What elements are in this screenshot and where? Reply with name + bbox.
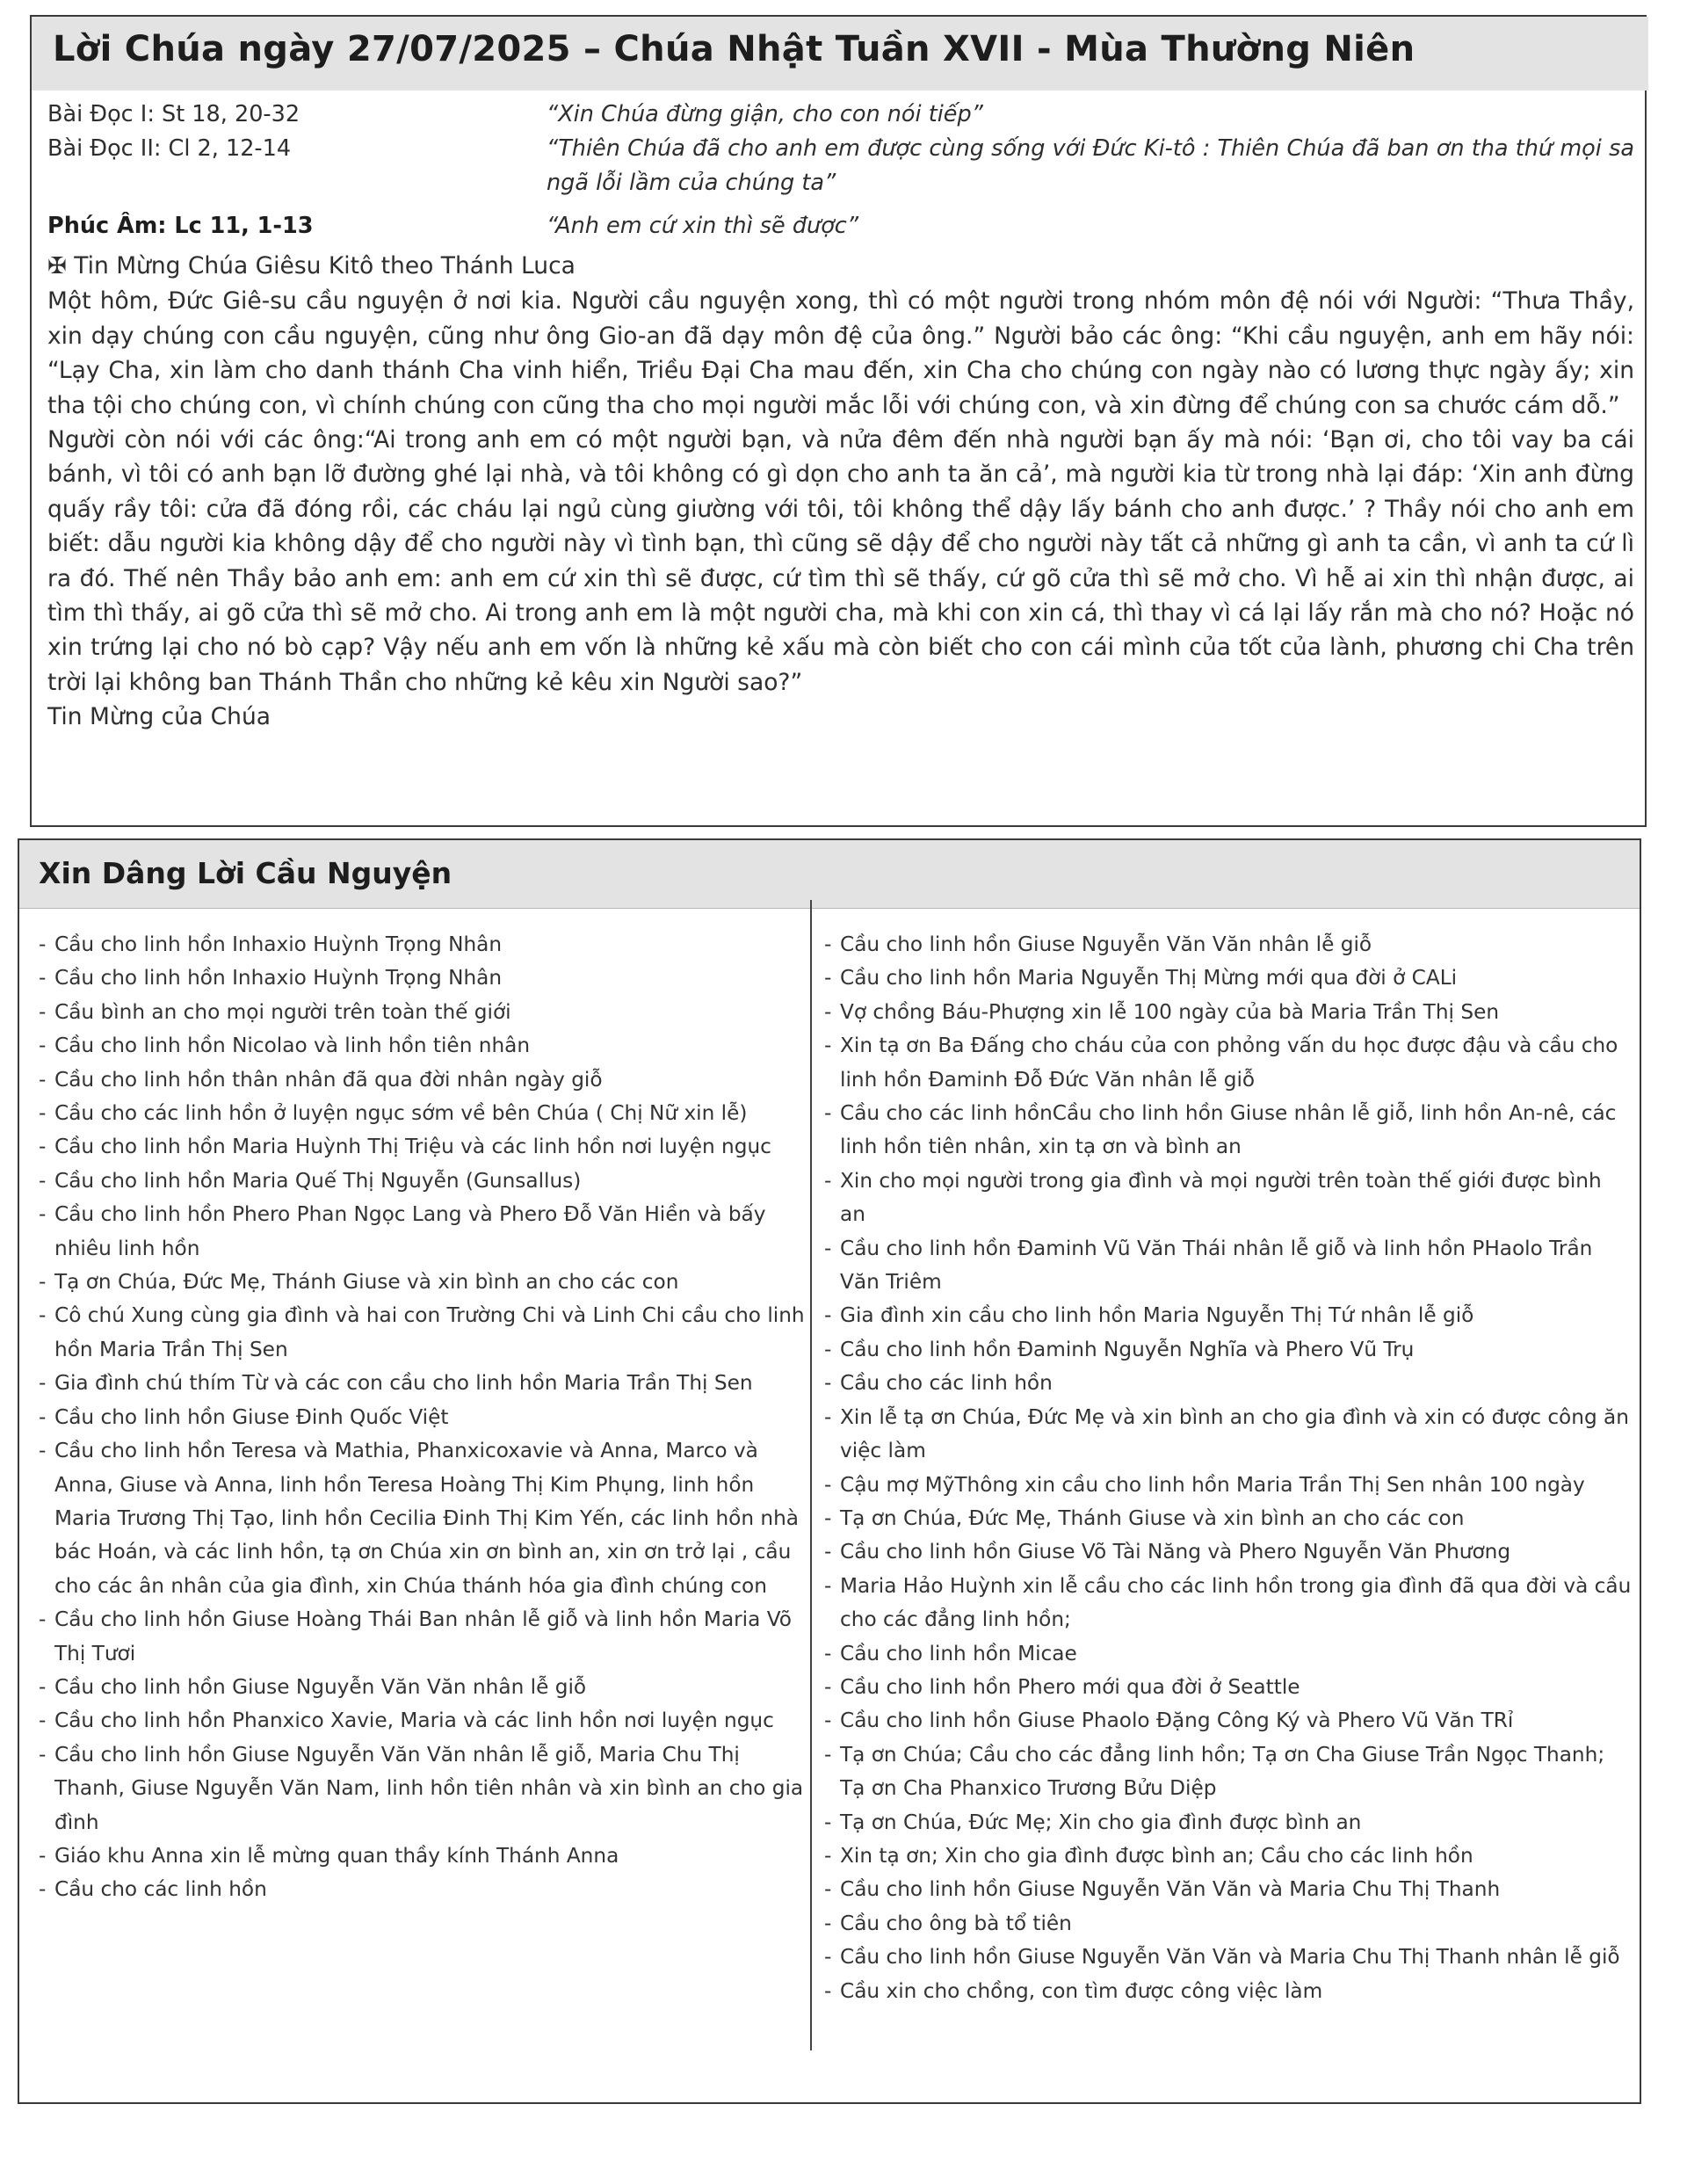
bullet-dash: - xyxy=(39,1202,47,1227)
bullet-dash: - xyxy=(39,966,47,990)
prayer-list-right xyxy=(824,928,1633,2008)
prayer-item xyxy=(824,1570,1633,1637)
prayer-text: Cầu cho các linh hồn xyxy=(840,1371,1053,1396)
prayer-text: Cầu cho linh hồn Giuse Hoàng Thái Ban nhân lễ giỗ và linh hồn Maria Võ Thị Tươi xyxy=(54,1607,792,1665)
reading-1-quote: “Xin Chúa đừng giận, cho con nói tiếp” xyxy=(547,101,983,127)
prayer-text: Maria Hảo Huỳnh xin lễ cầu cho các linh hồn trong gia đình đã qua đời và cầu cho các đẳng linh hồn; xyxy=(840,1573,1632,1632)
prayer-text: Cầu cho linh hồn Phero mới qua đời ở Seattle xyxy=(840,1674,1300,1699)
bullet-dash: - xyxy=(824,1337,832,1361)
prayer-item xyxy=(39,1097,812,1130)
prayers-right-column xyxy=(824,928,1633,2008)
gospel-paragraph-2: Người còn nói với các ông:“Ai trong anh em có một người bạn, và nửa đêm đến nhà người bạn ấy mà nói: ‘Bạn ơi, cho tôi vay ba cái bánh, vì tôi có anh bạn lỡ đường ghé lại nhà, và tôi không có gì dọn cho anh ta ăn cả’, mà người kia từ trong nhà lại đáp: ‘Xin anh đừng quấy rầy tôi: cửa đã đóng rồi, các cháu lại ngủ cùng giường với tôi, tôi không thể dậy lấy bánh cho anh được.’ ? Thầy nói cho anh em biết: dẫu người kia không dậy để cho người này vì tình bạn, thì cũng sẽ dậy để cho người này tất cả những gì anh ta cần, vì anh ta cứ lì ra đó. Thế nên Thầy bảo anh em: anh em cứ xin thì sẽ được, cứ tìm thì sẽ thấy, cứ gõ cửa thì sẽ mở cho. Vì hễ ai xin thì nhận được, ai tìm thì thấy, ai gõ cửa thì sẽ mở cho. Ai trong anh em là một người cha, mà khi con xin cá, thì thay vì cá lại lấy rắn mà cho nó? Hoặc nó xin trứng lại cho nó bò cạp? Vậy nếu anh em vốn là những kẻ xấu mà còn biết cho con cái mình của tốt của lành, phương chi Cha trên trời lại không ban Thánh Thần cho những kẻ kêu xin Người sao?” xyxy=(47,426,1634,696)
prayer-text: Gia đình xin cầu cho linh hồn Maria Nguyễn Thị Tứ nhân lễ giỗ xyxy=(840,1303,1474,1328)
prayer-item xyxy=(39,1130,812,1164)
prayer-item xyxy=(39,1738,812,1839)
prayer-text: Cầu cho linh hồn Phero Phan Ngọc Lang và Phero Đỗ Văn Hiền và bấy nhiêu linh hồn xyxy=(54,1202,766,1260)
prayer-item xyxy=(824,1232,1633,1300)
bullet-dash: - xyxy=(39,1742,47,1767)
prayer-item xyxy=(824,1806,1633,1839)
bullet-dash: - xyxy=(39,1607,47,1632)
bullet-dash: - xyxy=(824,1877,832,1902)
prayer-text: Cầu cho các linh hồn ở luyện ngục sớm về bên Chúa ( Chị Nữ xin lễ) xyxy=(54,1101,748,1126)
prayer-text: Cầu cho linh hồn Maria Huỳnh Thị Triệu và các linh hồn nơi luyện ngục xyxy=(54,1135,771,1159)
prayer-item xyxy=(824,1738,1633,1806)
prayer-text: Cầu cho linh hồn Giuse Nguyễn Văn Văn và Maria Chu Thị Thanh nhân lễ giỗ xyxy=(840,1945,1620,1970)
prayer-item xyxy=(39,1839,812,1873)
cross-icon: ✠ xyxy=(47,253,67,279)
prayer-text: Cô chú Xung cùng gia đình và hai con Trường Chi và Linh Chi cầu cho linh hồn Maria Trần Thị Sen xyxy=(54,1303,805,1361)
prayer-item xyxy=(824,1097,1633,1165)
prayer-item xyxy=(39,961,812,995)
bullet-dash: - xyxy=(824,1742,832,1767)
prayer-item xyxy=(39,1029,812,1063)
prayer-item xyxy=(39,1063,812,1097)
bullet-dash: - xyxy=(824,1101,832,1126)
bullet-dash: - xyxy=(39,1270,47,1295)
bullet-dash: - xyxy=(824,1540,832,1564)
bullet-dash: - xyxy=(824,1674,832,1699)
prayer-text: Cầu cho các linh hồnCầu cho linh hồn Giuse nhân lễ giỗ, linh hồn An-nê, các linh hồn tiên nhân, xin tạ ơn và bình an xyxy=(840,1101,1617,1159)
prayer-item xyxy=(39,1401,812,1434)
prayer-item xyxy=(824,1839,1633,1873)
reading-1-ref: Bài Đọc I: St 18, 20-32 xyxy=(47,101,300,127)
bullet-dash: - xyxy=(39,1674,47,1699)
prayer-text: Cầu xin cho chồng, con tìm được công việc làm xyxy=(840,1978,1323,2003)
prayer-item xyxy=(824,1907,1633,1941)
prayer-text: Cầu cho linh hồn Giuse Nguyễn Văn Văn nhân lễ giỗ xyxy=(54,1674,587,1699)
prayer-text: Cầu bình an cho mọi người trên toàn thế giới xyxy=(54,999,511,1024)
bullet-dash: - xyxy=(824,966,832,990)
gospel-intro xyxy=(47,249,1634,284)
prayer-item xyxy=(824,1535,1633,1569)
prayer-text: Tạ ơn Chúa, Đức Mẹ, Thánh Giuse và xin bình an cho các con xyxy=(840,1506,1465,1530)
bullet-dash: - xyxy=(824,1472,832,1497)
readings-title-bar xyxy=(32,17,1648,91)
prayer-item xyxy=(39,1671,812,1704)
bullet-dash: - xyxy=(39,1168,47,1193)
prayer-item xyxy=(824,928,1633,961)
bullet-dash: - xyxy=(824,1978,832,2003)
prayer-item xyxy=(824,996,1633,1029)
prayer-item xyxy=(39,1603,812,1671)
bullet-dash: - xyxy=(39,1404,47,1429)
prayers-title-bar xyxy=(19,840,1640,909)
prayer-item xyxy=(824,1704,1633,1738)
prayer-text: Tạ ơn Chúa; Cầu cho các đẳng linh hồn; Tạ ơn Cha Giuse Trần Ngọc Thanh; Tạ ơn Cha Phanxico Trương Bửu Diệp xyxy=(840,1742,1605,1801)
bullet-dash: - xyxy=(39,932,47,956)
prayer-text: Cầu cho linh hồn Giuse Nguyễn Văn Văn nhân lễ giỗ, Maria Chu Thị Thanh, Giuse Nguyễn Văn Nam, linh hồn tiên nhân và xin bình an cho gia đình xyxy=(54,1742,804,1834)
bullet-dash: - xyxy=(824,932,832,956)
prayer-text: Gia đình chú thím Từ và các con cầu cho linh hồn Maria Trần Thị Sen xyxy=(54,1371,753,1396)
prayer-item xyxy=(39,1704,812,1738)
prayer-text: Xin tạ ơn Ba Đấng cho cháu của con phỏng vấn du học được đậu và cầu cho linh hồn Đaminh Đỗ Đức Văn nhân lễ giỗ xyxy=(840,1034,1618,1092)
bullet-dash: - xyxy=(39,1101,47,1126)
bullet-dash: - xyxy=(824,1810,832,1834)
bullet-dash: - xyxy=(824,999,832,1024)
reading-2-ref: Bài Đọc II: Cl 2, 12-14 xyxy=(47,135,292,162)
prayer-text: Tạ ơn Chúa, Đức Mẹ; Xin cho gia đình được bình an xyxy=(840,1810,1362,1834)
prayer-text: Cầu cho linh hồn Giuse Đinh Quốc Việt xyxy=(54,1404,449,1429)
prayer-item xyxy=(39,1367,812,1400)
prayer-item xyxy=(824,1469,1633,1502)
prayer-text: Cầu cho linh hồn Nicolao và linh hồn tiên nhân xyxy=(54,1034,531,1058)
prayer-text: Cầu cho linh hồn Giuse Nguyễn Văn Văn nhân lễ giỗ xyxy=(840,932,1372,956)
prayer-item xyxy=(824,1029,1633,1097)
gospel-intro-text: Tin Mừng Chúa Giêsu Kitô theo Thánh Luca xyxy=(74,252,576,279)
prayer-text: Cầu cho linh hồn Giuse Phaolo Đặng Công Ký và Phero Vũ Văn TRỉ xyxy=(840,1709,1514,1733)
bullet-dash: - xyxy=(824,1506,832,1530)
prayer-item xyxy=(824,1637,1633,1671)
prayer-text: Xin tạ ơn; Xin cho gia đình được bình an; Cầu cho các linh hồn xyxy=(840,1843,1473,1868)
prayer-text: Xin cho mọi người trong gia đình và mọi người trên toàn thế giới được bình an xyxy=(840,1168,1602,1227)
prayers-box xyxy=(18,838,1641,2104)
bullet-dash: - xyxy=(824,1404,832,1429)
prayer-item xyxy=(39,928,812,961)
bullet-dash: - xyxy=(39,1034,47,1058)
bullet-dash: - xyxy=(824,1168,832,1193)
bullet-dash: - xyxy=(824,1911,832,1935)
gospel-ref: Phúc Âm: Lc 11, 1-13 xyxy=(47,213,314,239)
prayer-item xyxy=(824,1299,1633,1332)
prayer-item xyxy=(39,1873,812,1906)
bullet-dash: - xyxy=(39,1877,47,1902)
prayer-item xyxy=(824,1873,1633,1906)
prayer-text: Cầu cho linh hồn Micae xyxy=(840,1641,1077,1665)
readings-title: Lời Chúa ngày 27/07/2025 – Chúa Nhật Tuần XVII - Mùa Thường Niên xyxy=(53,29,1415,69)
prayer-text: Cầu cho linh hồn Đaminh Nguyễn Nghĩa và Phero Vũ Trụ xyxy=(840,1337,1415,1361)
prayer-text: Vợ chồng Báu-Phượng xin lễ 100 ngày của bà Maria Trần Thị Sen xyxy=(840,999,1500,1024)
prayers-left-column xyxy=(39,928,812,1907)
bullet-dash: - xyxy=(39,1371,47,1396)
bullet-dash: - xyxy=(824,1843,832,1868)
prayer-text: Cầu cho linh hồn Giuse Võ Tài Năng và Phero Nguyễn Văn Phương xyxy=(840,1540,1511,1564)
prayer-item xyxy=(39,1198,812,1266)
prayer-text: Xin lễ tạ ơn Chúa, Đức Mẹ và xin bình an cho gia đình và xin có được công ăn việc làm xyxy=(840,1404,1629,1463)
prayer-item xyxy=(824,961,1633,995)
bullet-dash: - xyxy=(39,1303,47,1328)
prayer-item xyxy=(39,1165,812,1198)
bullet-dash: - xyxy=(824,1641,832,1665)
bullet-dash: - xyxy=(824,1371,832,1396)
prayer-text: Cậu mợ MỹThông xin cầu cho linh hồn Maria Trần Thị Sen nhân 100 ngày xyxy=(840,1472,1585,1497)
gospel-closing: Tin Mừng của Chúa xyxy=(47,703,272,731)
bullet-dash: - xyxy=(824,1709,832,1733)
bullet-dash: - xyxy=(39,1067,47,1092)
gospel-paragraph-1: Một hôm, Đức Giê-su cầu nguyện ở nơi kia. Người cầu nguyện xong, thì có một người trong nhóm môn đệ nói với Người: “Thưa Thầy, xin dạy chúng con cầu nguyện, cũng như ông Gio-an đã dạy môn đệ của ông.” Người bảo các ông: “Khi cầu nguyện, anh em hãy nói: “Lạy Cha, xin làm cho danh thánh Cha vinh hiển, Triều Đại Cha mau đến, xin Cha cho chúng con ngày nào có lương thực ngày ấy; xin tha tội cho chúng con, vì chính chúng con cũng tha cho mọi người mắc lỗi với chúng con, và xin đừng để chúng con sa chước cám dỗ.” xyxy=(47,287,1634,419)
prayer-item xyxy=(39,996,812,1029)
prayer-item xyxy=(39,1266,812,1299)
prayer-item xyxy=(39,1434,812,1603)
prayer-text: Giáo khu Anna xin lễ mừng quan thầy kính Thánh Anna xyxy=(54,1843,619,1868)
gospel-quote: “Anh em cứ xin thì sẽ được” xyxy=(547,213,859,239)
bullet-dash: - xyxy=(39,1135,47,1159)
gospel-text xyxy=(47,249,1634,735)
prayer-item xyxy=(824,1401,1633,1469)
prayer-item xyxy=(824,1502,1633,1535)
prayer-text: Cầu cho linh hồn Inhaxio Huỳnh Trọng Nhân xyxy=(54,966,503,990)
readings-box xyxy=(30,15,1647,827)
prayer-text: Cầu cho linh hồn Maria Quế Thị Nguyễn (Gunsallus) xyxy=(54,1168,582,1193)
bullet-dash: - xyxy=(824,1236,832,1260)
prayer-text: Cầu cho linh hồn Đaminh Vũ Văn Thái nhân lễ giỗ và linh hồn PHaolo Trần Văn Triêm xyxy=(840,1236,1593,1295)
prayer-list-left xyxy=(39,928,812,1907)
bullet-dash: - xyxy=(824,1945,832,1970)
prayer-text: Cầu cho các linh hồn xyxy=(54,1877,267,1902)
prayer-item xyxy=(824,1941,1633,1974)
prayer-text: Cầu cho linh hồn Giuse Nguyễn Văn Văn và Maria Chu Thị Thanh xyxy=(840,1877,1501,1902)
reading-2-quote: “Thiên Chúa đã cho anh em được cùng sống với Đức Ki-tô : Thiên Chúa đã ban ơn tha thứ mọi sa ngã lỗi lầm của chúng ta” xyxy=(547,135,1634,196)
prayer-item xyxy=(824,1333,1633,1367)
prayer-text: Cầu cho linh hồn Maria Nguyễn Thị Mừng mới qua đời ở CALi xyxy=(840,966,1458,990)
prayer-item xyxy=(824,1671,1633,1704)
prayer-text: Tạ ơn Chúa, Đức Mẹ, Thánh Giuse và xin bình an cho các con xyxy=(54,1270,679,1295)
bullet-dash: - xyxy=(39,1439,47,1463)
bullet-dash: - xyxy=(824,1034,832,1058)
bullet-dash: - xyxy=(39,999,47,1024)
prayers-title: Xin Dâng Lời Cầu Nguyện xyxy=(39,856,453,890)
prayer-text: Cầu cho linh hồn Phanxico Xavie, Maria và các linh hồn nơi luyện ngục xyxy=(54,1709,774,1733)
prayer-text: Cầu cho linh hồn thân nhân đã qua đời nhân ngày giỗ xyxy=(54,1067,603,1092)
prayer-item xyxy=(39,1299,812,1367)
bullet-dash: - xyxy=(824,1573,832,1598)
bullet-dash: - xyxy=(39,1709,47,1733)
prayer-text: Cầu cho linh hồn Inhaxio Huỳnh Trọng Nhân xyxy=(54,932,503,956)
prayer-item xyxy=(824,1165,1633,1232)
bullet-dash: - xyxy=(824,1303,832,1328)
prayer-text: Cầu cho linh hồn Teresa và Mathia, Phanxicoxavie và Anna, Marco và Anna, Giuse và Anna, linh hồn Teresa Hoàng Thị Kim Phụng, linh hồn Maria Trương Thị Tạo, linh hồn Cecilia Đinh Thị Kim Yến, các linh hồn nhà bác Hoán, và các linh hồn, tạ ơn Chúa xin ơn bình an, xin ơn trở lại , cầu cho các ân nhân của gia đình, xin Chúa thánh hóa gia đình chúng con xyxy=(54,1439,799,1598)
prayer-item xyxy=(824,1367,1633,1400)
prayer-item xyxy=(824,1975,1633,2008)
bullet-dash: - xyxy=(39,1843,47,1868)
prayer-text: Cầu cho ông bà tổ tiên xyxy=(840,1911,1072,1935)
